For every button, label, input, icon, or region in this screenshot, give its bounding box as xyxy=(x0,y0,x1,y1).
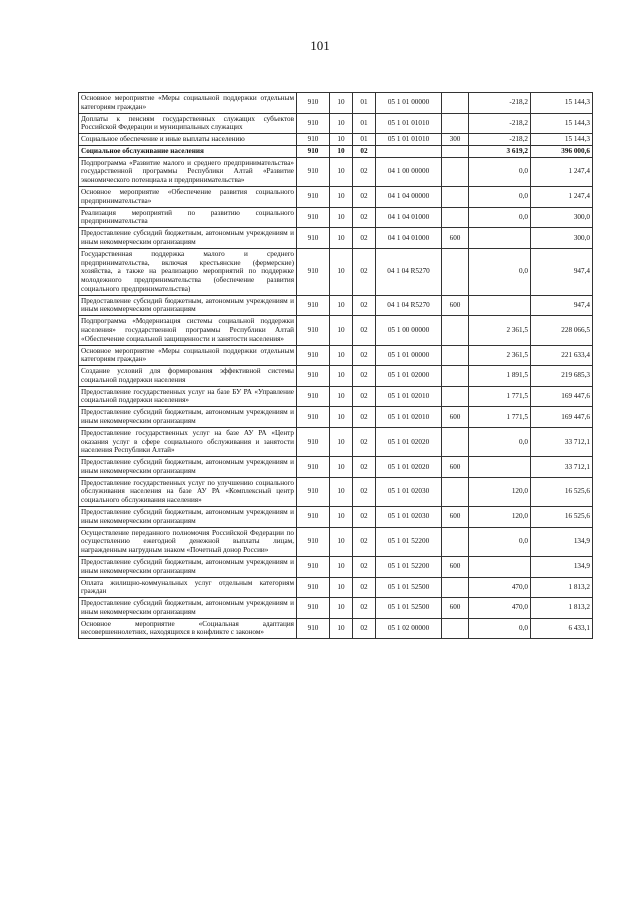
subsection-code-cell: 01 xyxy=(353,134,376,146)
amount-total-cell: 1 813,2 xyxy=(531,598,593,619)
amount-change-cell: 0,0 xyxy=(469,248,531,295)
ministry-code-cell: 910 xyxy=(297,386,330,407)
section-code-cell: 10 xyxy=(330,316,353,345)
subsection-code-cell: 02 xyxy=(353,248,376,295)
table-row xyxy=(79,93,593,114)
subsection-code-cell: 02 xyxy=(353,187,376,208)
subsection-code-cell: 02 xyxy=(353,427,376,456)
amount-total-cell: 1 247,4 xyxy=(531,187,593,208)
table-row xyxy=(79,507,593,528)
target-article-cell: 05 1 01 02030 xyxy=(376,477,442,506)
target-article-cell: 05 1 01 02010 xyxy=(376,386,442,407)
subsection-code-cell: 02 xyxy=(353,618,376,639)
target-article-cell: 05 1 01 00000 xyxy=(376,345,442,366)
expense-type-cell xyxy=(442,207,469,228)
subsection-code-cell: 02 xyxy=(353,556,376,577)
row-name-cell: Создание условий для формирования эффективной системы социальной поддержки населения xyxy=(79,366,297,387)
subsection-code-cell: 02 xyxy=(353,477,376,506)
target-article-cell: 04 1 04 R5270 xyxy=(376,295,442,316)
subsection-code-cell: 02 xyxy=(353,295,376,316)
row-name-cell: Предоставление субсидий бюджетным, автономным учреждениям и иным некоммерческим организациям xyxy=(79,457,297,478)
table-row xyxy=(79,248,593,295)
ministry-code-cell: 910 xyxy=(297,457,330,478)
section-code-cell: 10 xyxy=(330,427,353,456)
ministry-code-cell: 910 xyxy=(297,527,330,556)
amount-total-cell: 134,9 xyxy=(531,527,593,556)
amount-change-cell: 3 619,2 xyxy=(469,145,531,157)
amount-total-cell: 947,4 xyxy=(531,295,593,316)
expense-type-cell xyxy=(442,157,469,186)
section-code-cell: 10 xyxy=(330,366,353,387)
ministry-code-cell: 910 xyxy=(297,507,330,528)
subsection-code-cell: 01 xyxy=(353,113,376,134)
subsection-code-cell: 02 xyxy=(353,366,376,387)
amount-total-cell: 300,0 xyxy=(531,207,593,228)
row-name-cell: Предоставление государственных услуг на базе БУ РА «Управление социальной поддержки населения» xyxy=(79,386,297,407)
expense-type-cell xyxy=(442,577,469,598)
section-code-cell: 10 xyxy=(330,295,353,316)
amount-change-cell: 0,0 xyxy=(469,157,531,186)
amount-change-cell: 0,0 xyxy=(469,527,531,556)
budget-table xyxy=(78,92,593,639)
ministry-code-cell: 910 xyxy=(297,228,330,249)
table-row xyxy=(79,187,593,208)
table-row xyxy=(79,295,593,316)
subsection-code-cell: 02 xyxy=(353,157,376,186)
ministry-code-cell: 910 xyxy=(297,93,330,114)
ministry-code-cell: 910 xyxy=(297,134,330,146)
amount-change-cell: 1 771,5 xyxy=(469,386,531,407)
section-code-cell: 10 xyxy=(330,113,353,134)
row-name-cell: Предоставление субсидий бюджетным, автономным учреждениям и иным некоммерческим организациям xyxy=(79,295,297,316)
target-article-cell: 04 1 04 00000 xyxy=(376,187,442,208)
expense-type-cell xyxy=(442,316,469,345)
amount-change-cell xyxy=(469,295,531,316)
table-row xyxy=(79,386,593,407)
target-article-cell: 05 1 01 01010 xyxy=(376,134,442,146)
expense-type-cell xyxy=(442,366,469,387)
amount-total-cell: 228 066,5 xyxy=(531,316,593,345)
amount-change-cell: 120,0 xyxy=(469,507,531,528)
ministry-code-cell: 910 xyxy=(297,618,330,639)
expense-type-cell: 600 xyxy=(442,407,469,428)
row-name-cell: Доплаты к пенсиям государственных служащих субъектов Российской Федерации и муниципальных служащих xyxy=(79,113,297,134)
ministry-code-cell: 910 xyxy=(297,427,330,456)
row-name-cell: Предоставление субсидий бюджетным, автономным учреждениям и иным некоммерческим организациям xyxy=(79,556,297,577)
target-article-cell: 05 1 01 02000 xyxy=(376,366,442,387)
row-name-cell: Основное мероприятие «Обеспечение развития социального предпринимательства» xyxy=(79,187,297,208)
table-row xyxy=(79,527,593,556)
expense-type-cell: 600 xyxy=(442,228,469,249)
row-name-cell: Подпрограмма «Развитие малого и среднего предпринимательства» государственной программы Республики Алтай «Развитие экономического потенциала и предпринимательства» xyxy=(79,157,297,186)
amount-total-cell: 16 525,6 xyxy=(531,507,593,528)
row-name-cell: Предоставление субсидий бюджетным, автономным учреждениям и иным некоммерческим организациям xyxy=(79,598,297,619)
expense-type-cell: 600 xyxy=(442,457,469,478)
subsection-code-cell: 01 xyxy=(353,93,376,114)
ministry-code-cell: 910 xyxy=(297,477,330,506)
amount-change-cell: 0,0 xyxy=(469,618,531,639)
row-name-cell: Предоставление государственных услуг по улучшению социального обслуживания населения на базе АУ РА «Комплексный центр социального обслуживания населения» xyxy=(79,477,297,506)
expense-type-cell xyxy=(442,345,469,366)
section-code-cell: 10 xyxy=(330,207,353,228)
table-row xyxy=(79,345,593,366)
amount-change-cell: 2 361,5 xyxy=(469,316,531,345)
table-row xyxy=(79,407,593,428)
section-code-cell: 10 xyxy=(330,618,353,639)
row-name-cell: Реализация мероприятий по развитию социального предпринимательства xyxy=(79,207,297,228)
amount-change-cell xyxy=(469,556,531,577)
subsection-code-cell: 02 xyxy=(353,316,376,345)
section-code-cell: 10 xyxy=(330,457,353,478)
amount-total-cell: 219 685,3 xyxy=(531,366,593,387)
expense-type-cell xyxy=(442,427,469,456)
target-article-cell: 05 1 01 52200 xyxy=(376,527,442,556)
section-code-cell: 10 xyxy=(330,386,353,407)
ministry-code-cell: 910 xyxy=(297,295,330,316)
subsection-code-cell: 02 xyxy=(353,598,376,619)
amount-change-cell: 0,0 xyxy=(469,427,531,456)
row-name-cell: Государственная поддержка малого и среднего предпринимательства, включая крестьянские (фермерские) хозяйства, а также на реализацию мероприятий по поддержке молодежного предпринимательства (обеспечение развития социального предпринимательства) xyxy=(79,248,297,295)
row-name-cell: Предоставление субсидий бюджетным, автономным учреждениям и иным некоммерческим организациям xyxy=(79,507,297,528)
target-article-cell: 05 1 01 02020 xyxy=(376,457,442,478)
amount-total-cell: 15 144,3 xyxy=(531,93,593,114)
table-body xyxy=(79,93,593,639)
expense-type-cell xyxy=(442,618,469,639)
table-row xyxy=(79,427,593,456)
subsection-code-cell: 02 xyxy=(353,527,376,556)
amount-change-cell: 120,0 xyxy=(469,477,531,506)
amount-total-cell: 169 447,6 xyxy=(531,407,593,428)
section-code-cell: 10 xyxy=(330,145,353,157)
row-name-cell: Подпрограмма «Модернизация системы социальной поддержки населения» государственной программы Республики Алтай «Обеспечение социальной защищенности и занятости населения» xyxy=(79,316,297,345)
target-article-cell: 04 1 00 00000 xyxy=(376,157,442,186)
target-article-cell: 05 1 01 02020 xyxy=(376,427,442,456)
table-row xyxy=(79,207,593,228)
target-article-cell xyxy=(376,145,442,157)
target-article-cell: 04 1 04 R5270 xyxy=(376,248,442,295)
amount-total-cell: 221 633,4 xyxy=(531,345,593,366)
amount-total-cell: 33 712,1 xyxy=(531,457,593,478)
amount-total-cell: 947,4 xyxy=(531,248,593,295)
section-code-cell: 10 xyxy=(330,157,353,186)
row-name-cell: Предоставление государственных услуг на базе АУ РА «Центр оказания услуг в сфере социального обслуживания и занятости населения Республики Алтай» xyxy=(79,427,297,456)
section-code-cell: 10 xyxy=(330,345,353,366)
amount-total-cell: 15 144,3 xyxy=(531,134,593,146)
subsection-code-cell: 02 xyxy=(353,577,376,598)
subsection-code-cell: 02 xyxy=(353,228,376,249)
row-name-cell: Предоставление субсидий бюджетным, автономным учреждениям и иным некоммерческим организациям xyxy=(79,228,297,249)
row-name-cell: Основное мероприятие «Меры социальной поддержки отдельным категориям граждан» xyxy=(79,345,297,366)
table-row xyxy=(79,556,593,577)
row-name-cell: Основное мероприятие «Меры социальной поддержки отдельным категориям граждан» xyxy=(79,93,297,114)
section-code-cell: 10 xyxy=(330,527,353,556)
ministry-code-cell: 910 xyxy=(297,316,330,345)
target-article-cell: 05 1 01 01010 xyxy=(376,113,442,134)
amount-total-cell: 33 712,1 xyxy=(531,427,593,456)
ministry-code-cell: 910 xyxy=(297,248,330,295)
amount-change-cell: 470,0 xyxy=(469,598,531,619)
section-code-cell: 10 xyxy=(330,477,353,506)
target-article-cell: 05 1 01 02030 xyxy=(376,507,442,528)
section-code-cell: 10 xyxy=(330,507,353,528)
expense-type-cell xyxy=(442,145,469,157)
page-number: 101 xyxy=(310,38,330,53)
row-name-cell: Социальное обслуживание населения xyxy=(79,145,297,157)
row-name-cell: Осуществление переданного полномочия Российской Федерации по осуществлению ежегодной денежной выплаты лицам, награжденным нагрудным знаком «Почетный донор России» xyxy=(79,527,297,556)
subsection-code-cell: 02 xyxy=(353,145,376,157)
expense-type-cell: 600 xyxy=(442,556,469,577)
table-row xyxy=(79,366,593,387)
table-row xyxy=(79,477,593,506)
ministry-code-cell: 910 xyxy=(297,556,330,577)
expense-type-cell: 600 xyxy=(442,507,469,528)
ministry-code-cell: 910 xyxy=(297,345,330,366)
table-row xyxy=(79,157,593,186)
amount-total-cell: 1 247,4 xyxy=(531,157,593,186)
ministry-code-cell: 910 xyxy=(297,187,330,208)
ministry-code-cell: 910 xyxy=(297,598,330,619)
target-article-cell: 05 1 01 00000 xyxy=(376,93,442,114)
ministry-code-cell: 910 xyxy=(297,577,330,598)
amount-change-cell: -218,2 xyxy=(469,134,531,146)
amount-total-cell: 169 447,6 xyxy=(531,386,593,407)
ministry-code-cell: 910 xyxy=(297,145,330,157)
target-article-cell: 05 1 00 00000 xyxy=(376,316,442,345)
expense-type-cell xyxy=(442,477,469,506)
section-code-cell: 10 xyxy=(330,228,353,249)
ministry-code-cell: 910 xyxy=(297,113,330,134)
section-code-cell: 10 xyxy=(330,93,353,114)
amount-change-cell xyxy=(469,228,531,249)
table-row xyxy=(79,134,593,146)
ministry-code-cell: 910 xyxy=(297,407,330,428)
amount-total-cell: 15 144,3 xyxy=(531,113,593,134)
target-article-cell: 05 1 01 02010 xyxy=(376,407,442,428)
row-name-cell: Оплата жилищно-коммунальных услуг отдельным категориям граждан xyxy=(79,577,297,598)
section-code-cell: 10 xyxy=(330,577,353,598)
table-row xyxy=(79,228,593,249)
subsection-code-cell: 02 xyxy=(353,345,376,366)
expense-type-cell xyxy=(442,248,469,295)
amount-change-cell: -218,2 xyxy=(469,113,531,134)
expense-type-cell xyxy=(442,527,469,556)
expense-type-cell xyxy=(442,386,469,407)
subsection-code-cell: 02 xyxy=(353,507,376,528)
amount-total-cell: 6 433,1 xyxy=(531,618,593,639)
amount-total-cell: 396 000,6 xyxy=(531,145,593,157)
subsection-code-cell: 02 xyxy=(353,386,376,407)
amount-change-cell xyxy=(469,457,531,478)
subsection-code-cell: 02 xyxy=(353,407,376,428)
table-row xyxy=(79,577,593,598)
amount-change-cell: 1 771,5 xyxy=(469,407,531,428)
target-article-cell: 05 1 01 52200 xyxy=(376,556,442,577)
table-row xyxy=(79,457,593,478)
target-article-cell: 05 1 02 00000 xyxy=(376,618,442,639)
expense-type-cell xyxy=(442,113,469,134)
table-row xyxy=(79,113,593,134)
section-code-cell: 10 xyxy=(330,407,353,428)
amount-change-cell: -218,2 xyxy=(469,93,531,114)
expense-type-cell xyxy=(442,93,469,114)
section-code-cell: 10 xyxy=(330,248,353,295)
table-row xyxy=(79,145,593,157)
row-name-cell: Предоставление субсидий бюджетным, автономным учреждениям и иным некоммерческим организациям xyxy=(79,407,297,428)
ministry-code-cell: 910 xyxy=(297,207,330,228)
target-article-cell: 05 1 01 52500 xyxy=(376,577,442,598)
ministry-code-cell: 910 xyxy=(297,366,330,387)
expense-type-cell: 600 xyxy=(442,598,469,619)
table-row xyxy=(79,598,593,619)
amount-change-cell: 1 891,5 xyxy=(469,366,531,387)
target-article-cell: 04 1 04 01000 xyxy=(376,207,442,228)
amount-total-cell: 134,9 xyxy=(531,556,593,577)
subsection-code-cell: 02 xyxy=(353,207,376,228)
row-name-cell: Основное мероприятие «Социальная адаптация несовершеннолетних, находящихся в конфликте с законом» xyxy=(79,618,297,639)
table-row xyxy=(79,316,593,345)
expense-type-cell xyxy=(442,187,469,208)
amount-change-cell: 470,0 xyxy=(469,577,531,598)
amount-change-cell: 2 361,5 xyxy=(469,345,531,366)
row-name-cell: Социальное обеспечение и иные выплаты населению xyxy=(79,134,297,146)
ministry-code-cell: 910 xyxy=(297,157,330,186)
target-article-cell: 04 1 04 01000 xyxy=(376,228,442,249)
subsection-code-cell: 02 xyxy=(353,457,376,478)
expense-type-cell: 300 xyxy=(442,134,469,146)
amount-change-cell: 0,0 xyxy=(469,207,531,228)
amount-total-cell: 16 525,6 xyxy=(531,477,593,506)
amount-total-cell: 1 813,2 xyxy=(531,577,593,598)
amount-change-cell: 0,0 xyxy=(469,187,531,208)
amount-total-cell: 300,0 xyxy=(531,228,593,249)
table-row xyxy=(79,618,593,639)
expense-type-cell: 600 xyxy=(442,295,469,316)
section-code-cell: 10 xyxy=(330,187,353,208)
target-article-cell: 05 1 01 52500 xyxy=(376,598,442,619)
section-code-cell: 10 xyxy=(330,598,353,619)
section-code-cell: 10 xyxy=(330,134,353,146)
section-code-cell: 10 xyxy=(330,556,353,577)
